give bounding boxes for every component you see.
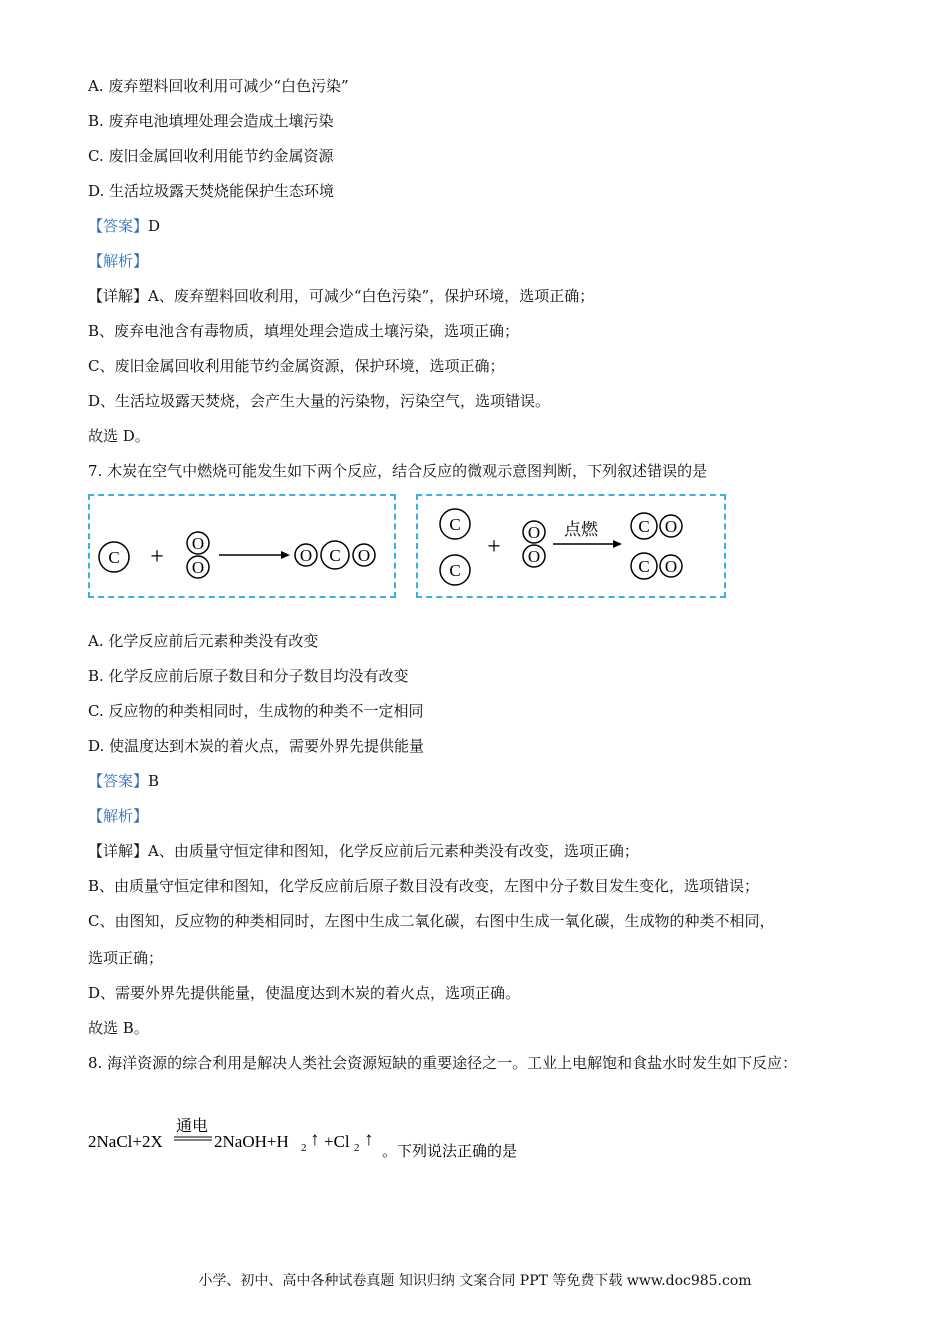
page-footer: 小学、初中、高中各种试卷真题 知识归纳 文案合同 PPT 等免费下载 www.doc985.com [198, 1273, 752, 1289]
plus-sign: + [487, 534, 501, 560]
q6-detail-d: D、生活垃圾露天焚烧，会产生大量的污染物，污染空气，选项错误。 [88, 392, 551, 410]
carbon-atom [440, 555, 470, 585]
q7-analysis-tag: 【解析】 [88, 807, 149, 825]
atom-label: C [449, 561, 461, 580]
h2-subscript: 2 [301, 1142, 307, 1154]
carbon-dioxide-molecule [295, 541, 375, 569]
atom-label: O [664, 557, 678, 576]
q7-detail-a [88, 841, 639, 861]
detail-text: A、废弃塑料回收利用，可减少“白色污染”，保护环境，选项正确； [148, 287, 595, 305]
equation-product-naoh: 2NaOH+H [214, 1132, 289, 1151]
q7-option-a: A. 化学反应前后元素种类没有改变 [88, 632, 319, 650]
plus-sign: + [150, 544, 164, 570]
q6-analysis-tag: 【解析】 [88, 252, 149, 270]
q7-detail-d: D、需要外界先提供能量，使温度达到木炭的着火点，选项正确。 [88, 984, 521, 1002]
atom-label: O [299, 546, 313, 565]
answer-tag: 【答案】 [88, 772, 149, 790]
q7-option-b: B. 化学反应前后原子数目和分子数目均没有改变 [88, 667, 409, 685]
q7-detail-c-cont: 选项正确； [88, 949, 164, 967]
q6-detail-c: C、废旧金属回收利用能节约金属资源，保护环境，选项正确； [88, 357, 505, 375]
atom-label: C [329, 546, 341, 565]
q7-option-c: C. 反应物的种类相同时，生成物的种类不一定相同 [88, 702, 424, 720]
atom-label: O [191, 558, 205, 577]
q8-stem: 8. 海洋资源的综合利用是解决人类社会资源短缺的重要途径之一。工业上电解饱和食盐水时发生如下反应： [88, 1054, 798, 1072]
atom-label: C [638, 557, 650, 576]
atom-label: C [449, 515, 461, 534]
answer-tag: 【答案】 [88, 217, 149, 235]
oxygen-molecule [523, 521, 545, 567]
reaction-arrow [219, 551, 290, 559]
gas-arrow-icon: ↑ [310, 1129, 320, 1150]
answer-value: D [148, 217, 161, 235]
cl2-subscript: 2 [354, 1142, 360, 1154]
q6-detail-b: B、废弃电池含有毒物质，填埋处理会造成土壤污染，选项正确； [88, 322, 520, 340]
atom-label: O [191, 534, 205, 553]
answer-value: B [148, 772, 160, 790]
detail-text: A、由质量守恒定律和图知，化学反应前后元素种类没有改变，选项正确； [148, 842, 639, 860]
q7-detail-c: C、由图知，反应物的种类相同时，左图中生成二氧化碳，右图中生成一氧化碳，生成物的种类不相同， [88, 912, 775, 930]
atom-label: C [638, 517, 650, 536]
equals-sign [174, 1137, 212, 1140]
equation-condition: 通电 [175, 1116, 209, 1135]
q7-option-d: D. 使温度达到木炭的着火点，需要外界先提供能量 [88, 737, 425, 755]
detail-tag: 【详解】 [88, 842, 149, 860]
atom-label: O [357, 546, 371, 565]
q6-option-b: B. 废弃电池填埋处理会造成土壤污染 [88, 112, 334, 130]
reaction-arrow [553, 540, 622, 548]
detail-tag: 【详解】 [88, 287, 149, 305]
q7-conclusion: 故选 B。 [88, 1019, 149, 1037]
q7-detail-b: B、由质量守恒定律和图知，化学反应前后原子数目没有改变，左图中分子数目发生变化，选项错误； [88, 877, 760, 895]
q6-option-c: C. 废旧金属回收利用能节约金属资源 [88, 147, 334, 165]
carbon-atom [440, 509, 470, 539]
reaction-diagram-co2 [88, 494, 396, 598]
atom-label: O [527, 523, 541, 542]
q6-detail-a [88, 286, 594, 306]
q6-option-d: D. 生活垃圾露天焚烧能保护生态环境 [88, 182, 335, 200]
carbon-atom [99, 542, 129, 572]
atom-label: O [527, 547, 541, 566]
q7-stem: 7. 木炭在空气中燃烧可能发生如下两个反应，结合反应的微观示意图判断，下列叙述错误的是 [88, 462, 708, 480]
equation-reactants: 2NaCl+2X [88, 1132, 163, 1151]
reaction-diagram-co [416, 494, 726, 598]
gas-arrow-icon: ↑ [364, 1129, 374, 1150]
oxygen-molecule [187, 532, 209, 578]
atom-label: C [108, 548, 120, 567]
atom-label: O [664, 517, 678, 536]
q6-conclusion: 故选 D。 [88, 427, 150, 445]
carbon-monoxide-molecule [631, 553, 682, 579]
q8-stem-tail: 。下列说法正确的是 [382, 1142, 518, 1160]
carbon-monoxide-molecule [631, 513, 682, 539]
equation-product-cl: +Cl [324, 1132, 350, 1151]
reaction-condition: 点燃 [564, 520, 598, 540]
q6-answer [88, 216, 160, 236]
q7-answer [88, 771, 159, 791]
q6-option-a: A. 废弃塑料回收利用可减少“白色污染” [88, 77, 349, 95]
chemical-equation [88, 1112, 558, 1160]
